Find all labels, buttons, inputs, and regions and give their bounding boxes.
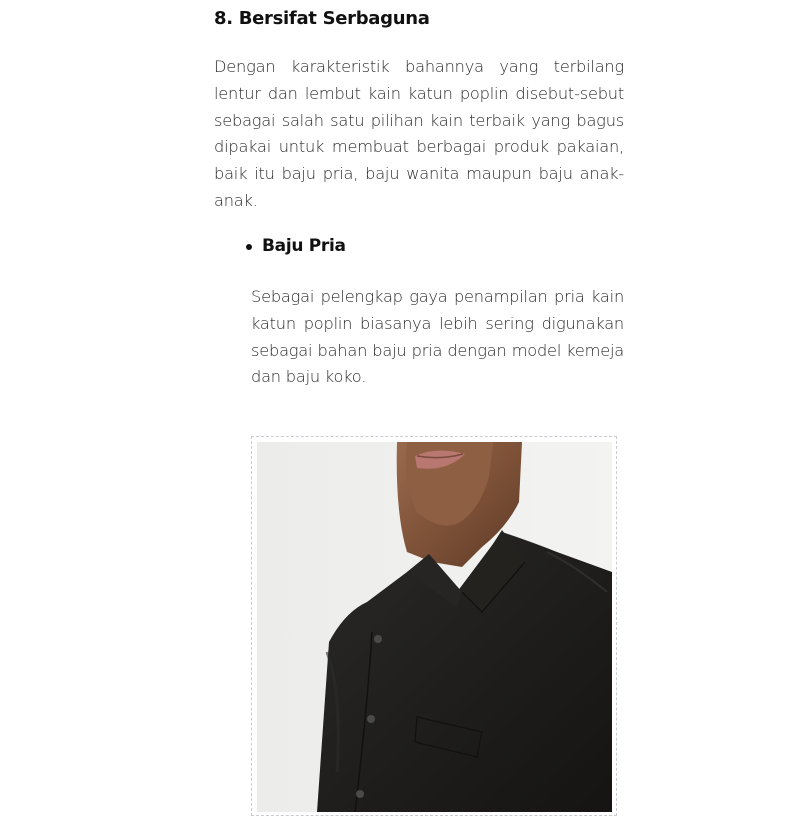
list-item-title: Baju Pria bbox=[262, 236, 346, 256]
bullet-icon bbox=[246, 244, 252, 250]
list-item-baju-pria bbox=[246, 236, 346, 256]
section-heading: 8. Bersifat Serbaguna bbox=[214, 8, 430, 29]
list-item-paragraph: Sebagai pelengkap gaya penampilan pria kain katun poplin biasanya lebih sering digunakan sebagai bahan baju pria dengan model kemeja dan baju koko. bbox=[251, 287, 624, 387]
image-frame bbox=[251, 436, 617, 816]
section-paragraph: Dengan karakteristik bahannya yang terbilang lentur dan lembut kain katun poplin disebut-sebut sebagai salah satu pilihan kain terbaik yang bagus dipakai untuk membuat berbagai produk pakaian, baik itu baju pria, baju wanita maupun baju anak-anak. bbox=[214, 57, 624, 210]
shirt-photo-illustration bbox=[257, 442, 612, 812]
shirt-photo bbox=[257, 442, 612, 812]
